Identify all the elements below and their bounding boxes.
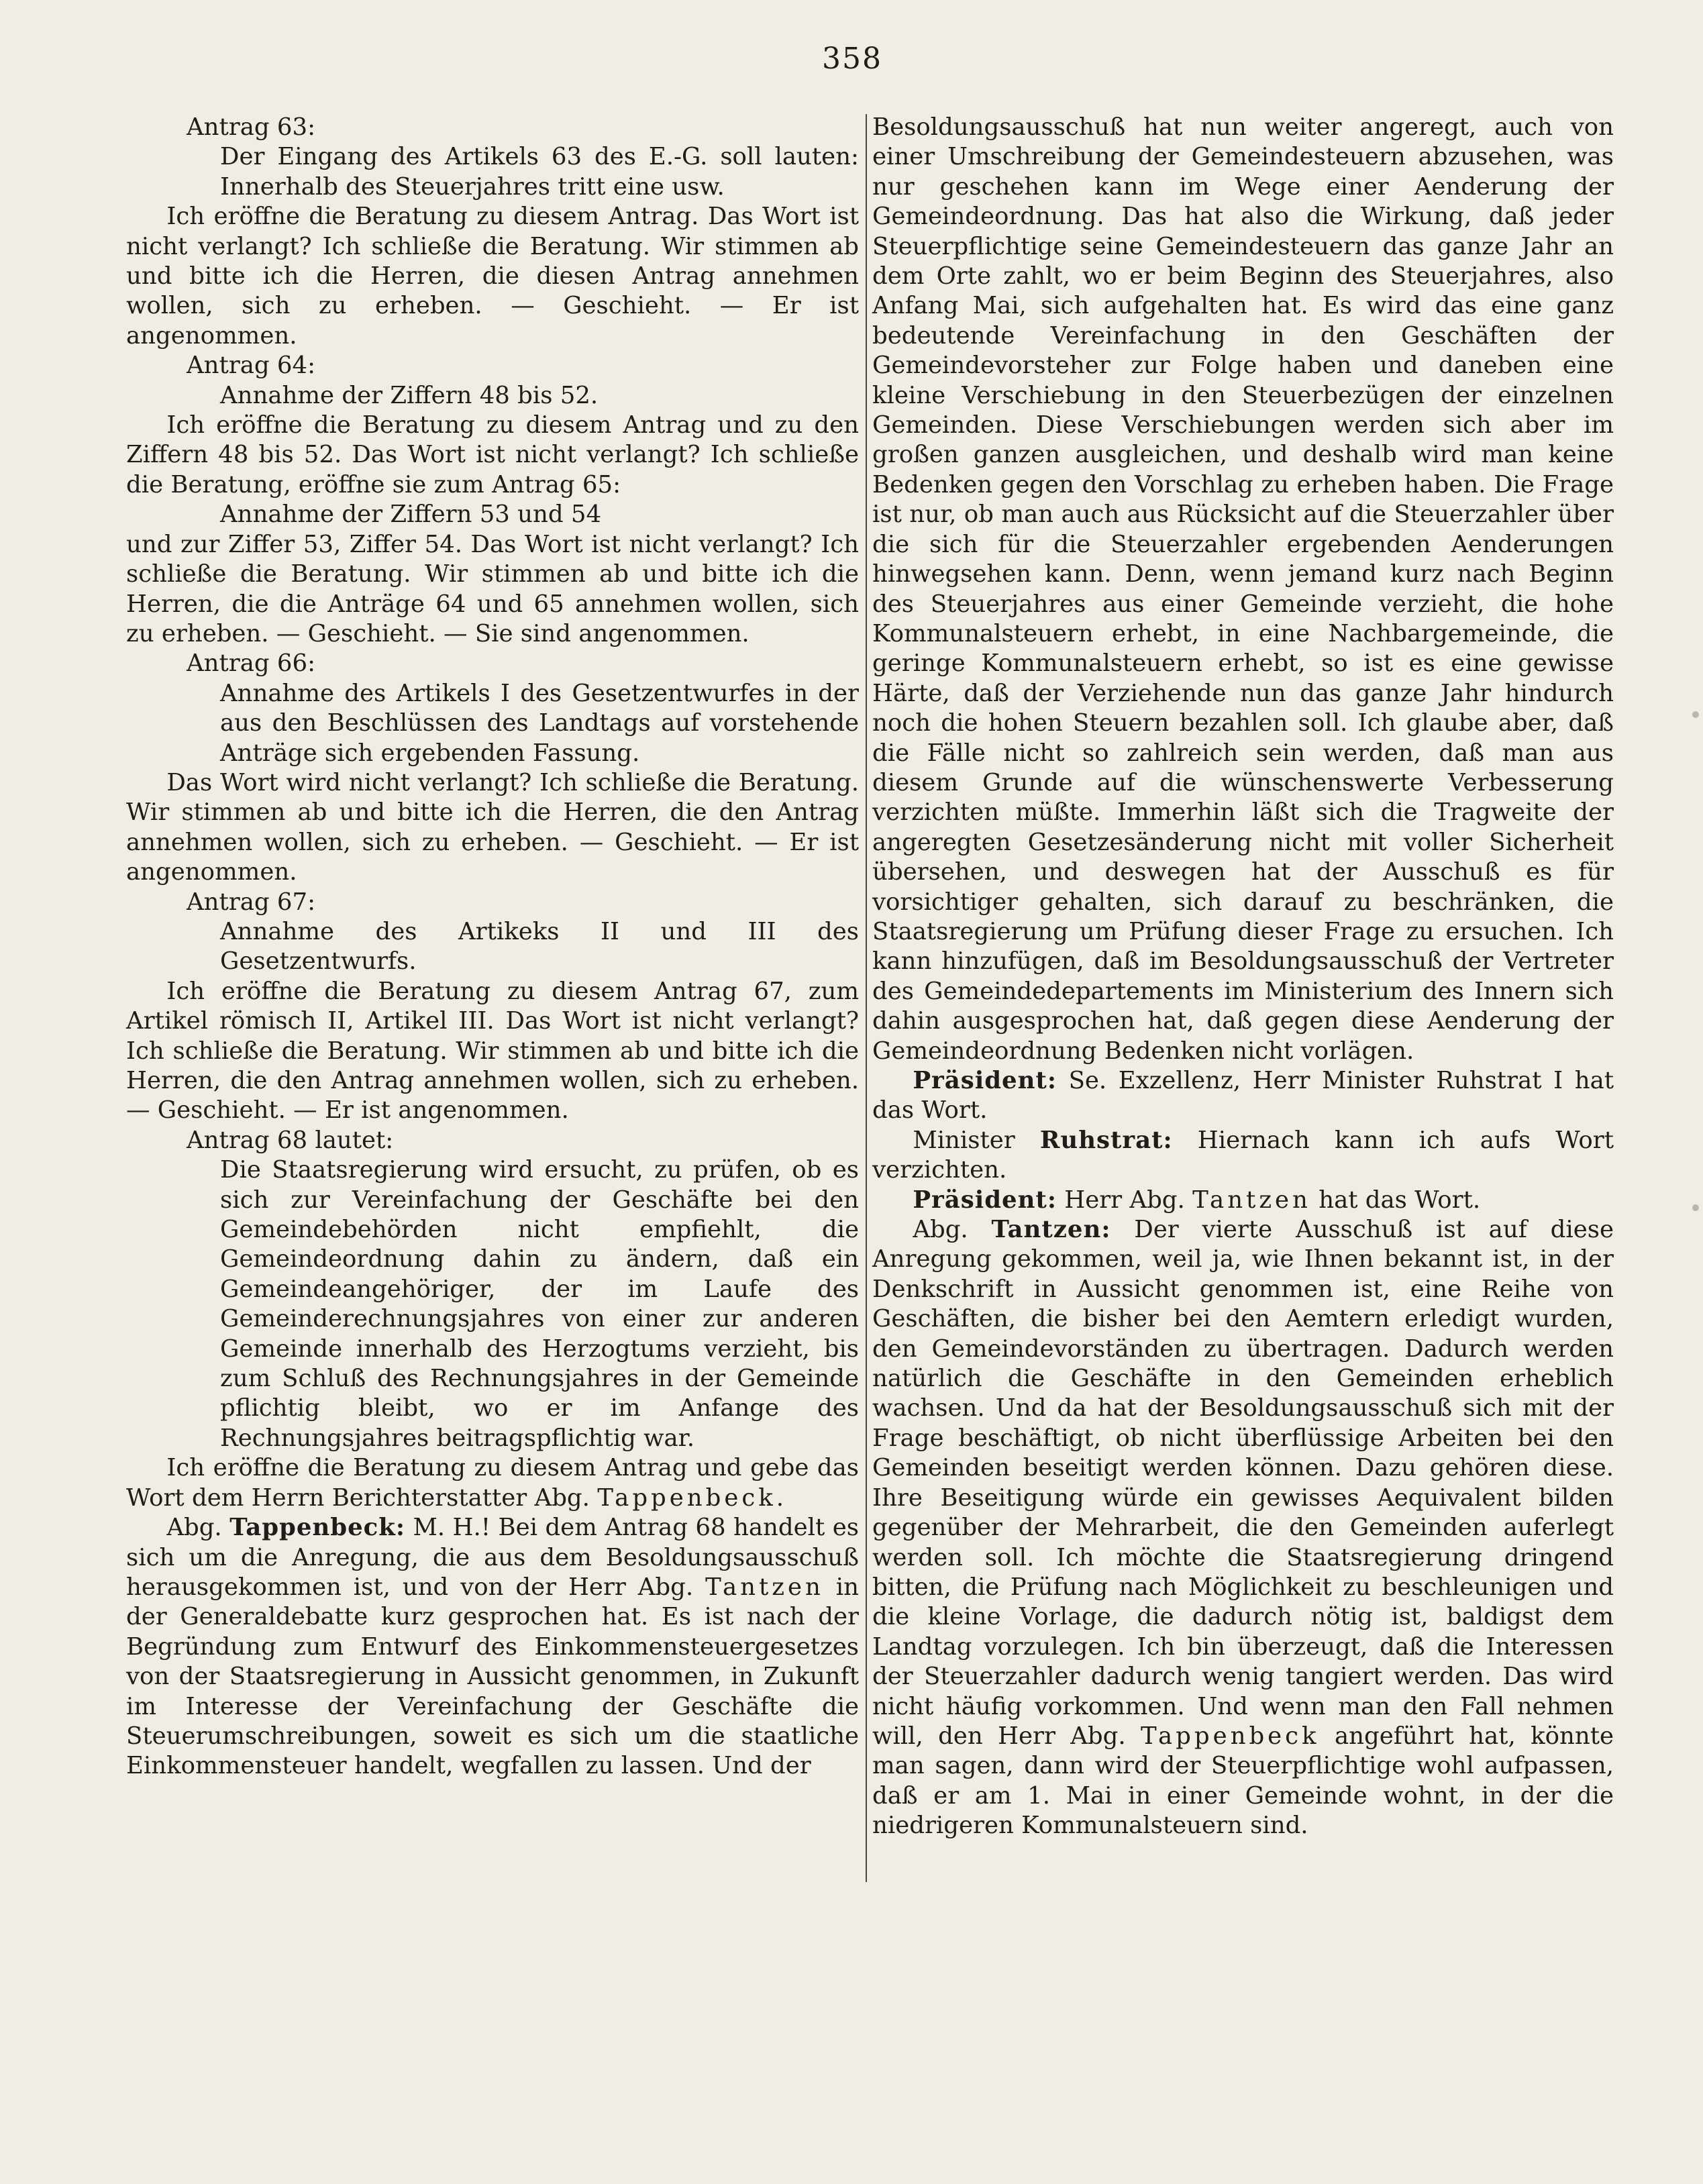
speech-tappenbeck xyxy=(126,1513,859,1781)
scan-mark xyxy=(1692,1204,1699,1211)
right-column xyxy=(872,113,1614,1841)
page-number: 358 xyxy=(822,42,882,76)
antrag-65-text: Annahme der Ziffern 53 und 54 xyxy=(220,501,602,529)
paragraph: Ich eröffne die Beratung zu diesem Antrag und zu den Ziffern 48 bis 52. Das Wort ist nicht verlangt? Ich schließe die Beratung, eröffne sie zum Antrag 65: xyxy=(126,411,859,499)
antrag-67-text: Annahme des Artikeks II und III des Gesetzentwurfs. xyxy=(220,917,859,976)
speech-text: Herr Abg. xyxy=(1064,1186,1185,1214)
speaker-name: Tantzen: xyxy=(991,1216,1111,1244)
paragraph: Besoldungsausschuß hat nun weiter angeregt, auch von einer Umschreibung der Gemeindesteuern abzusehen, was nur geschehen kann im Wege einer Aenderung der Gemeindeordnung. Das hat also die Wirkung, daß jeder Steuerpflichtige seine Gemeindesteuern das ganze Jahr an dem Orte zahlt, wo er beim Beginn des Steuerjahres, also Anfang Mai, sich aufgehalten hat. Es wird das eine ganz bedeutende Vereinfachung in den Geschäften der Gemeindevorsteher zur Folge haben und daneben eine kleine Verschiebung in den Steuerbezügen der einzelnen Gemeinden. Diese Verschiebungen werden sich aber im großen ganzen ausgleichen, und deshalb wird man keine Bedenken gegen den Vorschlag zu erheben haben. Die Frage ist nur, ob man auch aus Rücksicht auf die Steuerzahler über die sich für die Steuerzahler ergebenden Aenderungen hinwegsehen kann. Denn, wenn jemand kurz nach Beginn des Steuerjahres aus einer Gemeinde verzieht, die hohe Kommunalsteuern erhebt, in eine Nachbargemeinde, die geringe Kommunalsteuern erhebt, so ist es eine gewisse Härte, daß der Verziehende nun das ganze Jahr hindurch noch die hohen Steuern bezahlen soll. Ich glaube aber, daß die Fälle nicht so zahlreich sein werden, daß man aus diesem Grunde auf die wünschenswerte Verbesserung verzichten müßte. Immerhin läßt sich die Tragweite der angeregten Gesetzesänderung nicht mit voller Sicherheit übersehen, und deswegen hat der Ausschuß es für vorsichtiger gehalten, sich darauf zu beschränken, die Staatsregierung um Prüfung dieser Frage zu ersuchen. Ich kann hinzufügen, daß im Besoldungsausschuß der Vertreter des Gemeindedepartements im Ministerium des Innern sich dahin ausgesprochen hat, daß gegen diese Aenderung der Gemeindeordnung Bedenken nicht vorlägen. xyxy=(872,113,1614,1065)
speech-ruhstrat xyxy=(872,1126,1614,1186)
speaker-title: Minister xyxy=(913,1126,1015,1154)
member-name: Tappenbeck. xyxy=(597,1484,788,1512)
speaker-name: Ruhstrat: xyxy=(1039,1126,1173,1154)
speaker-title: Abg. xyxy=(913,1216,968,1244)
member-name: Tantzen xyxy=(705,1573,824,1601)
antrag-64-heading: Antrag 64: xyxy=(187,352,316,380)
speech-text: in der Generaldebatte kurz gesprochen hat. Es ist nach der Begründung zum Entwurf des Einkommensteuergesetzes von der Staatsregierung in Aussicht genommen, in Zukunft im Interesse der Vereinfachung der Geschäfte die Steuerumschreibungen, soweit es sich um die staatliche Einkommensteuer handelt, wegfallen zu lassen. Und der xyxy=(126,1573,859,1780)
speaker-name: Präsident: xyxy=(913,1067,1057,1094)
antrag-68-text: Die Staatsregierung wird ersucht, zu prüfen, ob es sich zur Vereinfachung der Geschäfte bei den Gemeindebehörden nicht empfiehlt, die Gemeindeordnung dahin zu ändern, daß ein Gemeindeangehöriger, der im Laufe des Gemeinderechnungsjahres von einer zur anderen Gemeinde innerhalb des Herzogtums verzieht, bis zum Schluß des Rechnungsjahres in der Gemeinde pflichtig bleibt, wo er im Anfange des Rechnungsjahres beitragspflichtig war. xyxy=(220,1156,859,1452)
paragraph: Das Wort wird nicht verlangt? Ich schließe die Beratung. Wir stimmen ab und bitte ich die Herren, die den Antrag annehmen wollen, sich zu erheben. — Geschieht. — Er ist angenommen. xyxy=(126,768,859,886)
paragraph xyxy=(126,1453,859,1513)
speech-text: Hiernach kann ich aufs Wort verzichten. xyxy=(872,1126,1614,1184)
speech-text: Se. Exzellenz, Herr Minister Ruhstrat I hat das Wort. xyxy=(872,1067,1614,1125)
antrag-66-text: Annahme des Artikels I des Gesetzentwurfes in der aus den Beschlüssen des Landtags auf vorstehende Anträge sich ergebenden Fassung. xyxy=(220,679,859,767)
paragraph: Ich eröffne die Beratung zu diesem Antrag 67, zum Artikel römisch II, Artikel III. Das Wort ist nicht verlangt? Ich schließe die Beratung. Wir stimmen ab und bitte ich die Herren, die den Antrag annehmen wollen, sich zu erheben. — Geschieht. — Er ist angenommen. xyxy=(126,977,859,1125)
speech-text: angeführt hat, könnte man sagen, dann wird der Steuerpflichtige wohl aufpassen, daß er am 1. Mai in einer Gemeinde wohnt, in der die niedrigeren Kommunalsteuern sind. xyxy=(872,1722,1614,1840)
column-divider xyxy=(866,114,867,1882)
scan-mark xyxy=(1692,711,1699,718)
antrag-64-text: Annahme der Ziffern 48 bis 52. xyxy=(220,381,599,409)
antrag-63-heading: Antrag 63: xyxy=(187,113,316,141)
speech-text: M. H.! Bei dem Antrag 68 handelt es sich um die Anregung, die aus dem Besoldungsausschuß herausgekommen ist, und von der Herr Abg. xyxy=(126,1514,859,1601)
paragraph: und zur Ziffer 53, Ziffer 54. Das Wort ist nicht verlangt? Ich schließe die Beratung. Wir stimmen ab und bitte ich die Herren, die die Anträge 64 und 65 annehmen wollen, sich zu erheben. — Geschieht. — Sie sind angenommen. xyxy=(126,530,859,647)
speech-tantzen xyxy=(872,1215,1614,1841)
speaker-title: Abg. xyxy=(166,1514,222,1542)
speaker-name: Präsident: xyxy=(913,1186,1057,1214)
antrag-68-heading: Antrag 68 lautet: xyxy=(187,1126,394,1154)
member-name: Tappenbeck xyxy=(1141,1722,1320,1750)
speaker-name: Tappenbeck: xyxy=(229,1514,405,1542)
antrag-63-text: Der Eingang des Artikels 63 des E.-G. soll lauten: Innerhalb des Steuerjahres tritt eine usw. xyxy=(220,143,859,201)
left-column xyxy=(126,113,859,1781)
speech-praesident xyxy=(872,1066,1614,1126)
speech-praesident xyxy=(872,1186,1614,1215)
paragraph-text: Ich eröffne die Beratung zu diesem Antrag und gebe das Wort dem Herrn Berichterstatter Abg. xyxy=(126,1454,859,1512)
antrag-67-heading: Antrag 67: xyxy=(187,888,316,916)
speech-text: hat das Wort. xyxy=(1319,1186,1481,1214)
member-name: Tantzen xyxy=(1192,1186,1311,1214)
paragraph: Ich eröffne die Beratung zu diesem Antrag. Das Wort ist nicht verlangt? Ich schließe die Beratung. Wir stimmen ab und bitte ich die Herren, die diesen Antrag annehmen wollen, sich zu erheben. — Geschieht. — Er ist angenommen. xyxy=(126,203,859,350)
antrag-66-heading: Antrag 66: xyxy=(187,649,316,678)
speech-text: Der vierte Ausschuß ist auf diese Anregung gekommen, weil ja, wie Ihnen bekannt ist, in der Denkschrift in Aussicht genommen ist, eine Reihe von Geschäften, die bisher bei den Aemtern erledigt wurden, den Gemeindevorständen zu übertragen. Dadurch werden natürlich die Geschäfte in den Gemeinden erheblich wachsen. Und da hat der Besoldungsausschuß sich mit der Frage beschäftigt, ob nicht überflüssige Arbeiten bei den Gemeinden beseitigt werden können. Dazu gehören diese. Ihre Beseitigung würde ein gewisses Aequivalent bilden gegenüber der Mehrarbeit, die den Gemeinden auferlegt werden soll. Ich möchte die Staatsregierung dringend bitten, die Prüfung nach Möglichkeit zu beschleunigen und die kleine Vorlage, die dadurch nötig ist, baldigst dem Landtag vorzulegen. Ich bin überzeugt, daß die Interessen der Steuerzahler dadurch wenig tangiert werden. Das wird nicht häufig vorkommen. Und wenn man den Fall nehmen will, den Herr Abg. xyxy=(872,1216,1614,1750)
